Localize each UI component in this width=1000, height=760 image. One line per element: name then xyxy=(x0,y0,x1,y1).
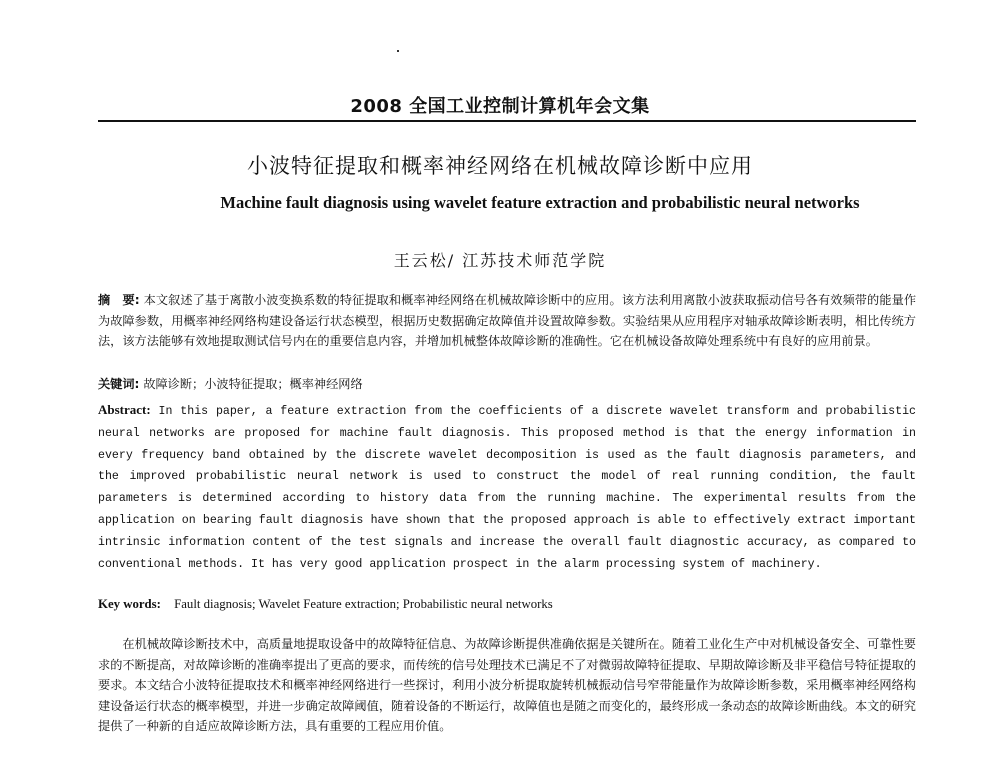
abstract-en-label: Abstract: xyxy=(98,402,151,417)
paper-title-en: Machine fault diagnosis using wavelet feature extraction and probabilistic neural networks xyxy=(220,193,860,212)
keywords-cn-text: 故障诊断；小波特征提取；概率神经网络 xyxy=(143,377,363,391)
abstract-en xyxy=(98,399,916,575)
body-paragraph: 在机械故障诊断技术中，高质量地提取设备中的故障特征信息、为故障诊断提供准确依据是关键所在。随着工业化生产中对机械设备安全、可靠性要求的不断提高，对故障诊断的准确率提出了更高的要求，而传统的信号处理技术已满足不了对微弱故障特征提取、早期故障诊断及非平稳信号特征提取的要求。本文结合小波特征提取技术和概率神经网络进行一些探讨，利用小波分析提取旋转机械振动信号窄带能量作为故障诊断参数，采用概率神经网络构建设备运行状态的概率模型，并进一步确定故障阈值，随着设备的不断运行，故障值也是随之而变化的，最终形成一条动态的故障诊断曲线。本文的研究提供了一种新的自适应故障诊断方法，具有重要的工程应用价值。 xyxy=(98,637,916,733)
abstract-en-text: In this paper, a feature extraction from the coefficients of a discrete wavelet transform and probabilistic neural networks are proposed for machine fault diagnosis. This proposed method is that the energy information in every frequency band obtained by the discrete wavelet decomposition is used as the fault diagnosis parameters, and the improved probabilistic neural network is used to construct the model of real running condition, the fault parameters is determined according to history data from the running machine. The experimental results from the application on bearing fault diagnosis have shown that the proposed approach is able to effectively extract important intrinsic information content of the test signals and increase the overall fault diagnostic accuracy, as compared to conventional methods. It has very good application prospect in the alarm processing system of machinery. xyxy=(98,405,916,571)
keywords-en-label: Key words: xyxy=(98,597,161,611)
author-affiliation: 王云松/ 江苏技术师范学院 xyxy=(393,251,607,270)
keywords-cn xyxy=(98,374,916,395)
keywords-cn-label: 关键词: xyxy=(98,377,140,391)
abstract-cn-text: 本文叙述了基于离散小波变换系数的特征提取和概率神经网络在机械故障诊断中的应用。该方法利用离散小波获取振动信号各有效频带的能量作为故障参数，用概率神经网络构建设备运行状态模型，根据历史数据确定故障值并设置故障参数。实验结果从应用程序对轴承故障诊断表明，相比传统方法，该方法能够有效地提取测试信号内在的重要信息内容，并增加机械整体故障诊断的准确性。它在机械设备故障处理系统中有良好的应用前景。 xyxy=(98,293,917,348)
scan-speck xyxy=(397,50,399,52)
keywords-en xyxy=(98,597,916,612)
abstract-cn xyxy=(98,290,916,352)
keywords-en-text: Fault diagnosis; Wavelet Feature extraction; Probabilistic neural networks xyxy=(174,597,553,611)
paper-title-cn: 小波特征提取和概率神经网络在机械故障诊断中应用 xyxy=(247,154,753,178)
abstract-cn-label: 摘 要: xyxy=(98,293,140,307)
header-rule xyxy=(98,120,916,122)
proceedings-header: 2008 全国工业控制计算机年会文集 xyxy=(350,96,650,117)
